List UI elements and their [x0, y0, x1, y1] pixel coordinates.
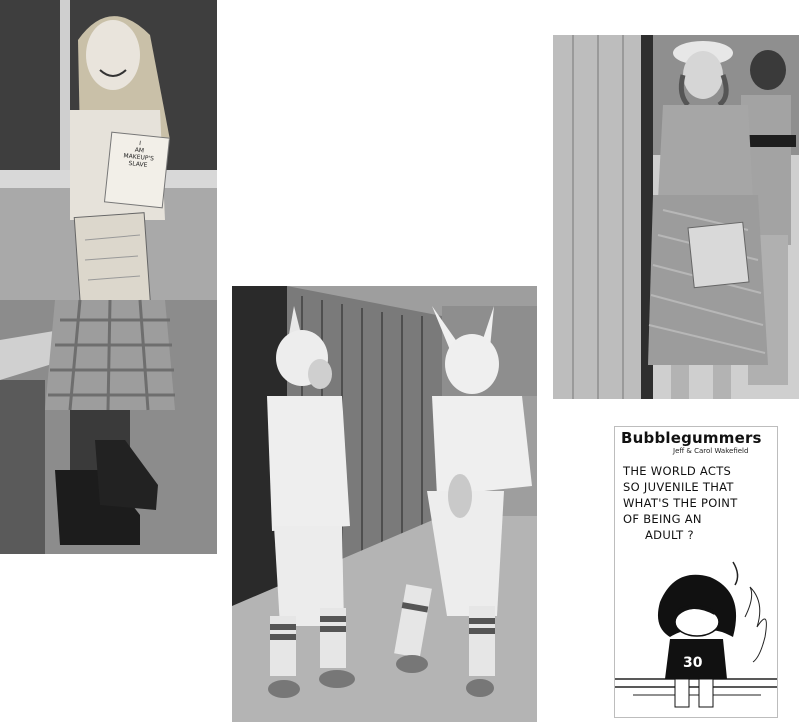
- speech-line: ADULT ?: [645, 528, 694, 542]
- sign-line: SLAVE: [128, 159, 148, 169]
- speech-line: THE WORLD ACTS: [623, 464, 732, 478]
- speech-line: OF BEING AN: [623, 512, 702, 526]
- photo-woman-in-hallway: [553, 35, 799, 399]
- sign-line: MAKEUP'S: [123, 152, 155, 163]
- comic-title: Bubblegummers: [621, 429, 762, 447]
- jersey-number: 30: [683, 655, 703, 671]
- speech-line: SO JUVENILE THAT: [623, 480, 734, 494]
- photo-woman-in-hallway-image: [553, 35, 799, 399]
- sign-text: [115, 138, 164, 171]
- comic-panel: [614, 426, 778, 718]
- comic-speech-text: [623, 463, 773, 543]
- photo-bunny-costumes-image: [232, 286, 537, 722]
- photo-bunny-costumes: [232, 286, 537, 722]
- photo-girl-with-sign-image: [0, 0, 217, 554]
- sign-line: AM: [134, 146, 145, 155]
- sign-line: I: [138, 139, 142, 148]
- speech-line: WHAT'S THE POINT: [623, 496, 738, 510]
- comic-byline: Jeff & Carol Wakefield: [673, 447, 749, 455]
- photo-girl-with-sign: [0, 0, 217, 554]
